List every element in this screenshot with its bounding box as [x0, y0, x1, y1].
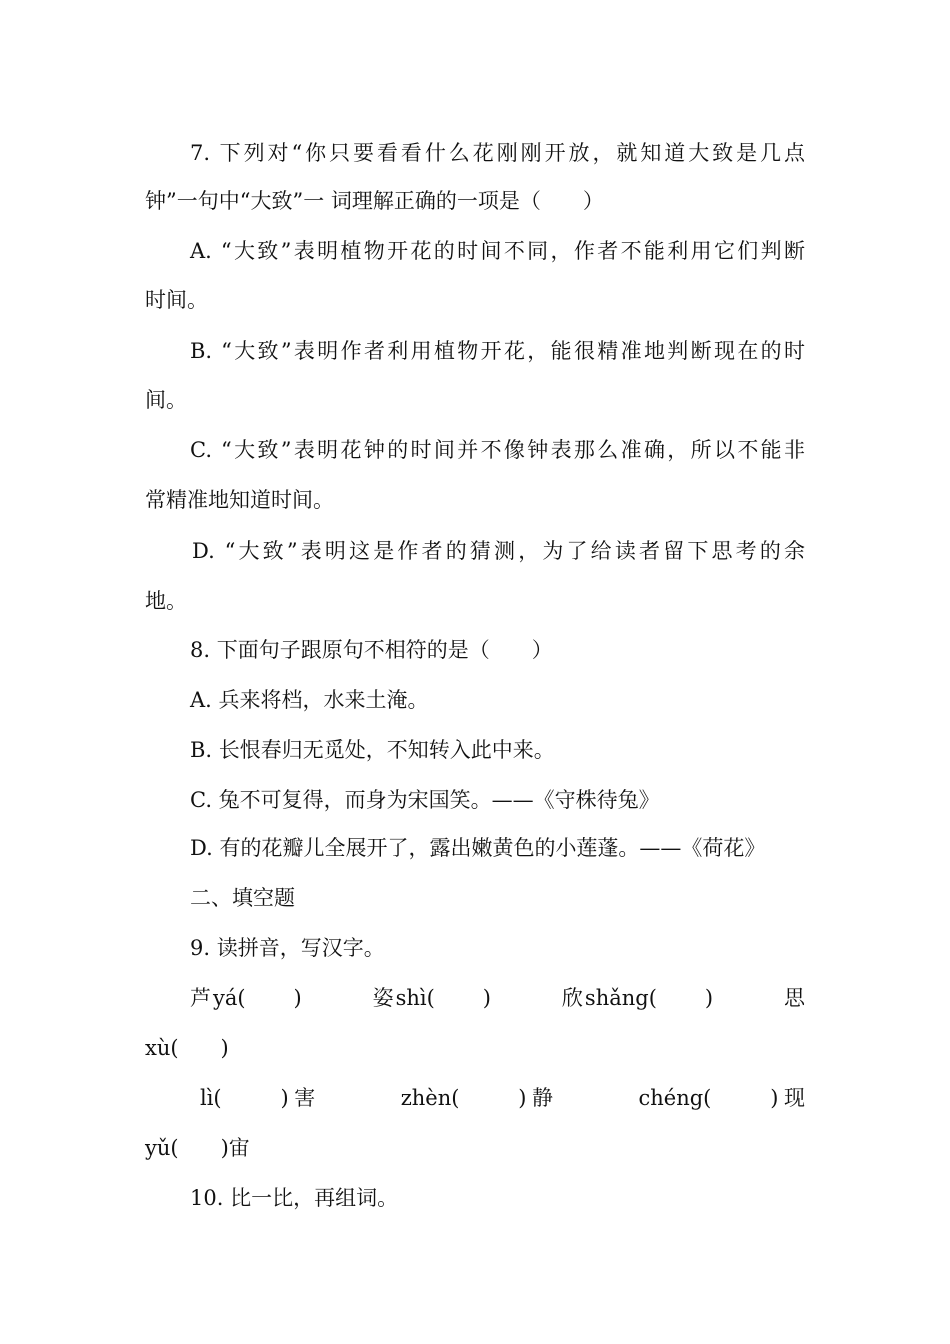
question-9: 9. 读拼音，写汉字。 [190, 936, 385, 960]
option-8d: D. 有的花瓣儿全展开了，露出嫩黄色的小莲蓬。——《荷花》 [190, 836, 766, 860]
pinyin-row-1-line-2: xù( ) [145, 1036, 229, 1060]
question-7-line-1: 7. 下列对“你只要看看什么花刚刚开放，就知道大致是几点 [190, 141, 805, 165]
option-7b-line-2: 间。 [145, 388, 187, 412]
pinyin-row-1-line-1: 芦yá( ) 姿shì( ) 欣shǎng( ) 思 [190, 986, 805, 1010]
pinyin-row-2-line-1: lì( )害 zhèn( )静 chéng( )现 [200, 1086, 805, 1110]
section-heading-fill-blank: 二、填空题 [190, 886, 295, 910]
option-7c-line-2: 常精准地知道时间。 [145, 488, 334, 512]
pinyin-row-2-line-2: yǔ( )宙 [145, 1136, 250, 1160]
option-7d-line-2: 地。 [145, 589, 187, 613]
question-8: 8. 下面句子跟原句不相符的是（ ） [190, 638, 553, 662]
option-8c: C. 兔不可复得，而身为宋国笑。——《守株待兔》 [190, 788, 660, 812]
question-10: 10. 比一比，再组词。 [190, 1186, 399, 1210]
option-7d-line-1: D. “大致”表明这是作者的猜测，为了给读者留下思考的余 [192, 539, 805, 563]
option-7a-line-1: A. “大致”表明植物开花的时间不同，作者不能利用它们判断 [190, 239, 805, 263]
option-7a-line-2: 时间。 [145, 288, 208, 312]
option-8b: B. 长恨春归无觅处，不知转入此中来。 [190, 738, 555, 762]
option-7c-line-1: C. “大致”表明花钟的时间并不像钟表那么准确，所以不能非 [190, 438, 805, 462]
option-8a: A. 兵来将档，水来土淹。 [190, 688, 429, 712]
question-7-line-2: 钟”一句中“大致”一 词理解正确的一项是（ ） [145, 189, 604, 213]
option-7b-line-1: B. “大致”表明作者利用植物开花，能很精准地判断现在的时 [190, 339, 805, 363]
